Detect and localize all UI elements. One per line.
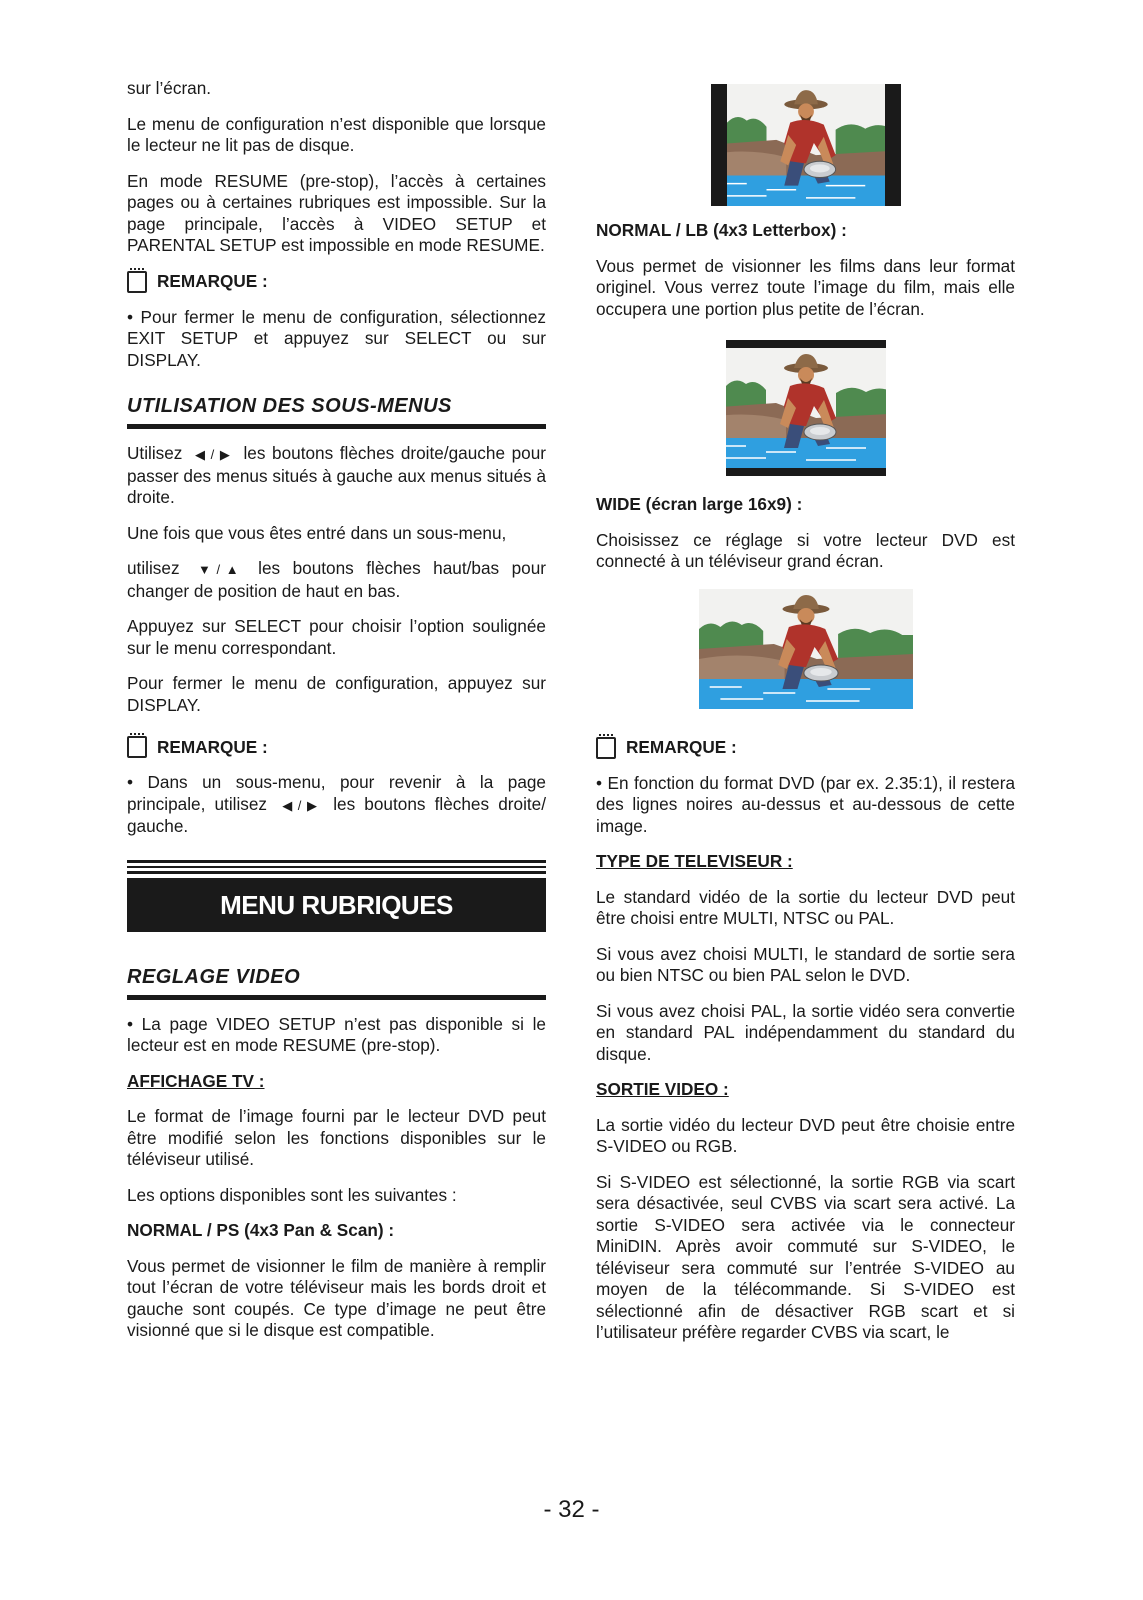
note-label: REMARQUE : [157,736,268,757]
left-right-arrows-icon: ◀ / ▶ [195,447,231,462]
notepad-icon [127,271,147,293]
text: • Dans un sous-menu, pour revenir à la page principale, utilisez [127,772,546,814]
text: les boutons flèches droite/ gauche. [127,793,546,836]
section-rule [127,424,546,429]
text: utilisez [127,558,180,578]
text: les boutons flèches haut/bas pour changer de position de haut en bas. [127,558,547,601]
subheading: NORMAL / LB (4x3 Letterbox) : [596,220,847,240]
note-header [596,737,1015,759]
note-label: REMARQUE : [157,271,268,291]
paragraph: Appuyez sur SELECT pour choisir l’option soulignée sur le menu correspondant. [127,616,546,658]
note-header [127,736,546,758]
paragraph: Les options disponibles sont les suivantes : [127,1184,457,1205]
paragraph: Le menu de configuration n’est disponible que lorsque le lecteur ne lit pas de disque. [127,113,546,155]
paragraph: Vous permet de visionner les films dans leur format originel. Vous verrez toute l’image du film, mais elle occupera une portion plus petite de l’écran. [596,255,1015,319]
text: Utilisez [127,443,183,463]
pan-scan-illustration [711,84,901,206]
paragraph: Si S-VIDEO est sélectionné, la sortie RGB via scart sera désactivée, seul CVBS via scart sera activé. La sortie S-VIDEO sera activée via le connecteur MiniDIN. Après avoir commuté sur S-VIDEO, le téléviseur sera commuté sur l’entrée S-VIDEO au moyen de la télécommande. Si S-VIDEO est sélectionné afin de désactiver RGB scart et si l’utilisateur préfère regarder CVBS via scart, le [596,1171,1015,1342]
paragraph [127,443,546,509]
paragraph: Si vous avez choisi PAL, la sortie vidéo sera convertie en standard PAL indépendamment du standard du disque. [596,1000,1015,1064]
section-rule [127,995,546,1000]
paragraph: • La page VIDEO SETUP n’est pas disponible si le lecteur est en mode RESUME (pre-stop). [127,1013,546,1055]
note-header [127,271,546,293]
subheading: NORMAL / PS (4x3 Pan & Scan) : [127,1220,395,1240]
paragraph: Une fois que vous êtes entré dans un sous-menu, [127,522,507,543]
left-column [127,78,546,1356]
note-text: • En fonction du format DVD (par ex. 2.35:1), il restera des lignes noires au-dessus et au-dessous de cette image. [596,772,1015,836]
paragraph: Le format de l’image fourni par le lecteur DVD peut être modifié selon les fonctions disponibles sur le téléviseur utilisé. [127,1106,546,1169]
paragraph: Si vous avez choisi MULTI, le standard de sortie sera ou bien NTSC ou bien PAL selon le DVD. [596,943,1015,985]
letterbox-illustration [726,340,886,476]
notepad-icon [127,736,147,758]
paragraph: Le standard vidéo de la sortie du lecteur DVD peut être choisi entre MULTI, NTSC ou PAL. [596,886,1015,928]
note-text [127,772,546,838]
note-label: REMARQUE : [626,737,737,757]
paragraph: sur l’écran. [127,78,212,98]
right-column [596,84,1015,1358]
wide-illustration [699,589,913,709]
section-title: REGLAGE VIDEO [127,965,301,988]
paragraph: Choisissez ce réglage si votre lecteur DVD est connecté à un téléviseur grand écran. [596,529,1015,571]
banner-title: MENU RUBRIQUES [127,878,546,932]
page-number: - 32 - [543,1496,600,1523]
subheading: WIDE (écran large 16x9) : [596,494,803,514]
left-right-arrows-icon: ◀ / ▶ [282,797,319,813]
banner-lines [127,860,546,874]
subheading: SORTIE VIDEO : [596,1079,729,1099]
section-title: UTILISATION DES SOUS-MENUS [127,395,452,417]
down-up-arrows-icon: ▼ / ▲ [198,562,240,577]
note-text: • Pour fermer le menu de configuration, sélectionnez EXIT SETUP et appuyez sur SELECT ou sur DISPLAY. [127,306,546,370]
notepad-icon [596,737,616,759]
paragraph: La sortie vidéo du lecteur DVD peut être choisie entre S-VIDEO ou RGB. [596,1114,1015,1156]
paragraph [127,558,546,602]
menu-banner [127,860,546,932]
text: les boutons flèches droite/gauche pour passer des menus situés à gauche aux menus situés à droite. [127,443,546,507]
subheading: TYPE DE TELEVISEUR : [596,851,793,871]
paragraph: Pour fermer le menu de configuration, appuyez sur DISPLAY. [127,673,546,715]
paragraph: Vous permet de visionner le film de manière à remplir tout l’écran de votre téléviseur mais les bords droit et gauche sont coupés. Ce type d’image ne peut être visionné que si le disque est compatible. [127,1255,546,1340]
paragraph: En mode RESUME (pre-stop), l’accès à certaines pages ou à certaines rubriques est impossible. Sur la page principale, l’accès à VIDEO SETUP et PARENTAL SETUP est impossible en mode RESUME. [127,170,546,255]
subheading: AFFICHAGE TV : [127,1070,265,1091]
